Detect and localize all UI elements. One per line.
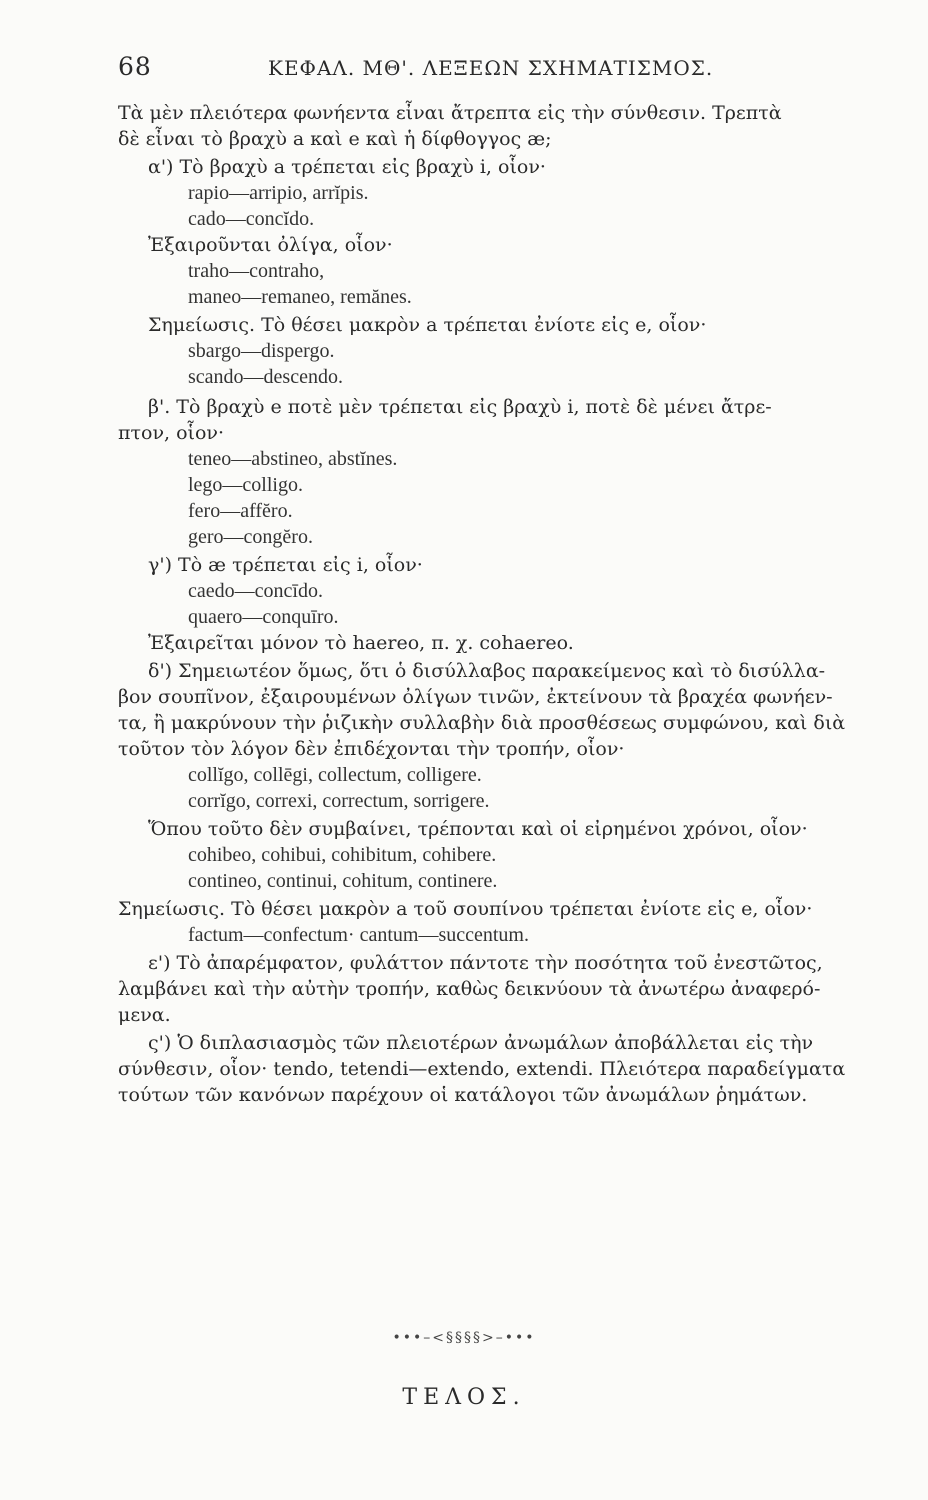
finis-heading: ΤΕΛΟΣ. <box>402 1385 526 1410</box>
example-line: quaero—conquīro. <box>188 606 339 628</box>
example-line: maneo—remaneo, remănes. <box>188 286 412 308</box>
rule-heading: ς') Ὁ διπλασιασμὸς τῶν πλειοτέρων ἀνωμάλων ἀποβάλλεται εἰς τὴν <box>148 1032 814 1054</box>
example-line: gero—congĕro. <box>188 526 313 548</box>
text-line: δὲ εἶναι τὸ βραχὺ a καὶ e καὶ ἡ δίφθογγος æ; <box>118 128 552 150</box>
example-line: corrĭgo, correxi, correctum, sorrigere. <box>188 790 490 812</box>
example-line: scando—descendo. <box>188 366 343 388</box>
running-head: ΚΕΦΑΛ. ΜΘ'. ΛΕΞΕΩΝ ΣΧΗΜΑΤΙΣΜΟΣ. <box>268 56 714 80</box>
example-line: sbargo—dispergo. <box>188 340 335 362</box>
note-line: Σημείωσις. Τὸ θέσει μακρὸν a τρέπεται ἐνίοτε εἰς e, οἷον· <box>148 314 707 336</box>
example-line: fero—affĕro. <box>188 500 293 522</box>
rule-heading: ε') Τὸ ἀπαρέμφατον, φυλάττον πάντοτε τὴν ποσότητα τοῦ ἐνεστῶτος, <box>148 952 823 974</box>
text-line: Τὰ μὲν πλειότερα φωνήεντα εἶναι ἄτρεπτα εἰς τὴν σύνθεσιν. Τρεπτὰ <box>118 102 782 124</box>
example-line: cohibeo, cohibui, cohibitum, cohibere. <box>188 844 497 866</box>
example-line: contineo, continui, cohitum, continere. <box>188 870 498 892</box>
rule-heading: α') Τὸ βραχὺ a τρέπεται εἰς βραχὺ i, οἷον· <box>148 156 546 178</box>
ornament-divider: •••–<§§§§>–••• <box>392 1330 536 1346</box>
example-line: traho—contraho, <box>188 260 325 282</box>
example-line: caedo—concīdo. <box>188 580 323 602</box>
text-line: λαμβάνει καὶ τὴν αὐτὴν τροπήν, καθὼς δεικνύουν τὰ ἀνωτέρω ἀναφερό- <box>118 978 821 1000</box>
example-line: collĭgo, collēgi, collectum, colligere. <box>188 764 482 786</box>
page-number: 68 <box>118 52 152 81</box>
text-line: μενα. <box>118 1004 171 1026</box>
example-line: teneo—abstineo, abstĭnes. <box>188 448 398 470</box>
example-line: lego—colligo. <box>188 474 303 496</box>
example-line: factum—confectum· cantum—succentum. <box>188 924 529 946</box>
text-line: τούτων τῶν κανόνων παρέχουν οἱ κατάλογοι τῶν ἀνωμάλων ῥημάτων. <box>118 1084 808 1106</box>
page-header <box>118 52 818 92</box>
rule-heading: γ') Τὸ æ τρέπεται εἰς i, οἷον· <box>148 554 423 576</box>
text-line: τα, ἢ μακρύνουν τὴν ῥιζικὴν συλλαβὴν διὰ προσθέσεως συμφώνου, καὶ διὰ <box>118 712 846 734</box>
text-line: βον σουπῖνον, ἐξαιρουμένων ὀλίγων τινῶν, ἐκτείνουν τὰ βραχέα φωνήεν- <box>118 686 833 708</box>
text-line: Ἐξαιρεῖται μόνον τὸ haereo, π. χ. cohaereo. <box>148 632 574 654</box>
example-line: rapio—arripio, arrĭpis. <box>188 182 369 204</box>
rule-heading: β'. Τὸ βραχὺ e ποτὲ μὲν τρέπεται εἰς βραχὺ i, ποτὲ δὲ μένει ἄτρε- <box>148 396 772 418</box>
rule-heading: δ') Σημειωτέον ὅμως, ὅτι ὁ δισύλλαβος παρακείμενος καὶ τὸ δισύλλα- <box>148 660 826 682</box>
text-line: πτον, οἷον· <box>118 422 224 444</box>
text-line: τοῦτον τὸν λόγον δὲν ἐπιδέχονται τὴν τροπήν, οἷον· <box>118 738 625 760</box>
note-line: Σημείωσις. Τὸ θέσει μακρὸν a τοῦ σουπίνου τρέπεται ἐνίοτε εἰς e, οἷον· <box>118 898 813 920</box>
text-line: σύνθεσιν, οἷον· tendo, tetendi—extendo, extendi. Πλειότερα παραδείγματα <box>118 1058 846 1080</box>
text-line: Ἐξαιροῦνται ὀλίγα, οἷον· <box>148 234 393 256</box>
example-line: cado—concĭdo. <box>188 208 315 230</box>
text-line: Ὅπου τοῦτο δὲν συμβαίνει, τρέπονται καὶ οἱ εἰρημένοι χρόνοι, οἷον· <box>148 818 808 840</box>
